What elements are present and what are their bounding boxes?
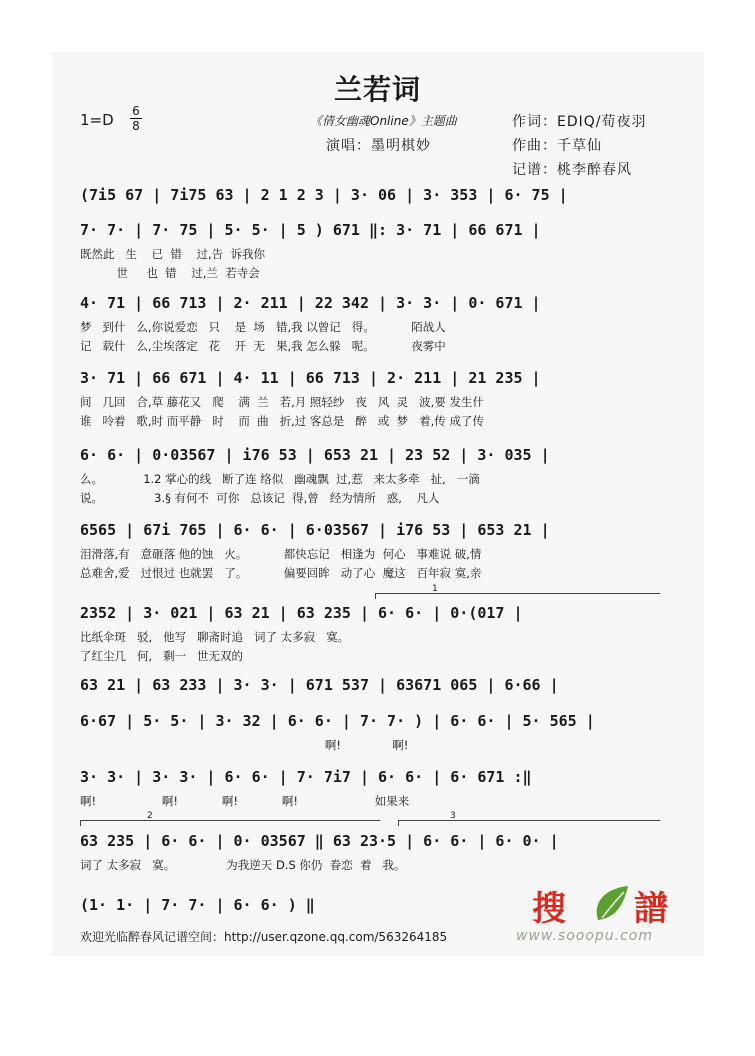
notation-row: 6· 6· | 0·03567 | i76 53 | 653 21 | 23 52 | 3· 035 | xyxy=(80,446,550,464)
volta-3-number: 3 xyxy=(450,811,456,821)
lyric-line: 啊! 啊! 啊! 啊! 如果来 xyxy=(80,794,410,808)
lyric-line: 啊! 啊! xyxy=(80,738,409,752)
volta-2-tick xyxy=(80,820,81,826)
lyric-line: 间 几回 合,草 藤花又 爬 满 兰 若,月 照轻纱 夜 风 灵 波,要 发生什 xyxy=(80,395,484,409)
lyric-line: 世 也 错 过,兰 若寺会 xyxy=(80,266,260,280)
lyric-line: 既然此 生 已 错 过,告 诉我你 xyxy=(80,247,265,261)
notation-row: 6·67 | 5· 5· | 3· 32 | 6· 6· | 7· 7· ) | 6· 6· | 5· 565 | xyxy=(80,712,595,730)
key-label: 1=D xyxy=(80,111,114,129)
composer: 作曲：千草仙 xyxy=(512,138,602,154)
lyric-line: 了红尘几 何, 剩一 世无双的 xyxy=(80,649,244,663)
lyric-line: 比纸伞斑 驳, 他写 聊斋时追 词了 太多寂 寞。 xyxy=(80,630,350,644)
notation-row: 6565 | 67i 765 | 6· 6· | 6·03567 | i76 53 | 653 21 | xyxy=(80,521,550,539)
lyric-line: 谁 呤着 歌,时 而平静 时 而 曲 折,过 客总是 醉 或 梦 着,传 成了传 xyxy=(80,414,484,428)
lyric-line: 泪滑落,有 意砸落 他的蚀 火。 都快忘记 相逢为 何心 事难说 破,情 xyxy=(80,547,482,561)
footer-note: 欢迎光临醉春风记谱空间：http://user.qzone.qq.com/563264185 xyxy=(80,930,448,944)
volta-3-bracket xyxy=(398,820,660,821)
notation-row: 4· 71 | 66 713 | 2· 211 | 22 342 | 3· 3· | 0· 671 | xyxy=(80,294,541,312)
volta-3-tick xyxy=(398,820,399,826)
transcriber: 记谱：桃李醉春风 xyxy=(512,162,632,178)
lyricist: 作词：EDIQ/荀夜羽 xyxy=(512,114,647,130)
singer: 演唱：墨明棋妙 xyxy=(326,138,431,154)
notation-row: 3· 3· | 3· 3· | 6· 6· | 7· 7i7 | 6· 6· | 6· 671 :‖ xyxy=(80,768,532,786)
key-signature xyxy=(80,104,140,133)
volta-1-tick xyxy=(375,593,376,599)
notation-row: 3· 71 | 66 671 | 4· 11 | 66 713 | 2· 211 | 21 235 | xyxy=(80,369,541,387)
lyric-line: 词了 太多寂 寞。 为我逆天 D.S 你仍 眷恋 着 我。 xyxy=(80,858,406,872)
lyric-line: 说。 3.§ 有何不 可你 总该记 得,曾 经为情所 惑, 凡人 xyxy=(80,491,440,505)
notation-row: 2352 | 3· 021 | 63 21 | 63 235 | 6· 6· | 0·(017 | xyxy=(80,604,523,622)
notation-row: (7i5 67 | 7i75 63 | 2 1 2 3 | 3· 06 | 3· 353 | 6· 75 | xyxy=(80,186,568,204)
meter-bottom: 8 xyxy=(132,119,140,133)
logo-url: www.sooopu.com xyxy=(516,928,654,944)
meter-top: 6 xyxy=(132,104,140,118)
volta-1-number: 1 xyxy=(432,584,438,594)
lyric-line: 总难舍,爱 过恨过 也就罢 了。 偏要回眸 动了心 魔这 百年寂 寞,亲 xyxy=(80,566,482,580)
song-title: 兰若词 xyxy=(333,73,421,106)
notation-row: (1· 1· | 7· 7· | 6· 6· ) ‖ xyxy=(80,896,315,914)
notation-row: 7· 7· | 7· 75 | 5· 5· | 5 ) 671 ‖: 3· 71 | 66 671 | xyxy=(80,221,541,239)
notation-row: 63 235 | 6· 6· | 0· 03567 ‖ 63 23·5 | 6· 6· | 6· 0· | xyxy=(80,832,559,850)
svg-text:譜: 譜 xyxy=(634,889,668,929)
subtitle: 《倩女幽魂Online》主题曲 xyxy=(310,114,457,128)
notation-row: 63 21 | 63 233 | 3· 3· | 671 537 | 63671 065 | 6·66 | xyxy=(80,676,559,694)
volta-2-bracket xyxy=(80,820,380,821)
volta-1-bracket xyxy=(375,593,660,594)
lyric-line: 记 载什 么,尘埃落定 花 开 无 果,我 怎么躲 呢。 夜雾中 xyxy=(80,339,446,353)
lyric-line: 梦 到什 么,你说爱恋 只 是 场 错,我 以曾记 得。 陌战人 xyxy=(80,320,446,334)
lyric-line: 么。 1.2 掌心的线 断了连 络似 幽魂飘 过,惹 来太多牵 扯, 一滴 xyxy=(80,472,480,486)
svg-text:搜: 搜 xyxy=(532,889,566,929)
sooopu-logo xyxy=(512,884,702,946)
time-signature xyxy=(130,105,142,132)
volta-2-number: 2 xyxy=(147,811,153,821)
